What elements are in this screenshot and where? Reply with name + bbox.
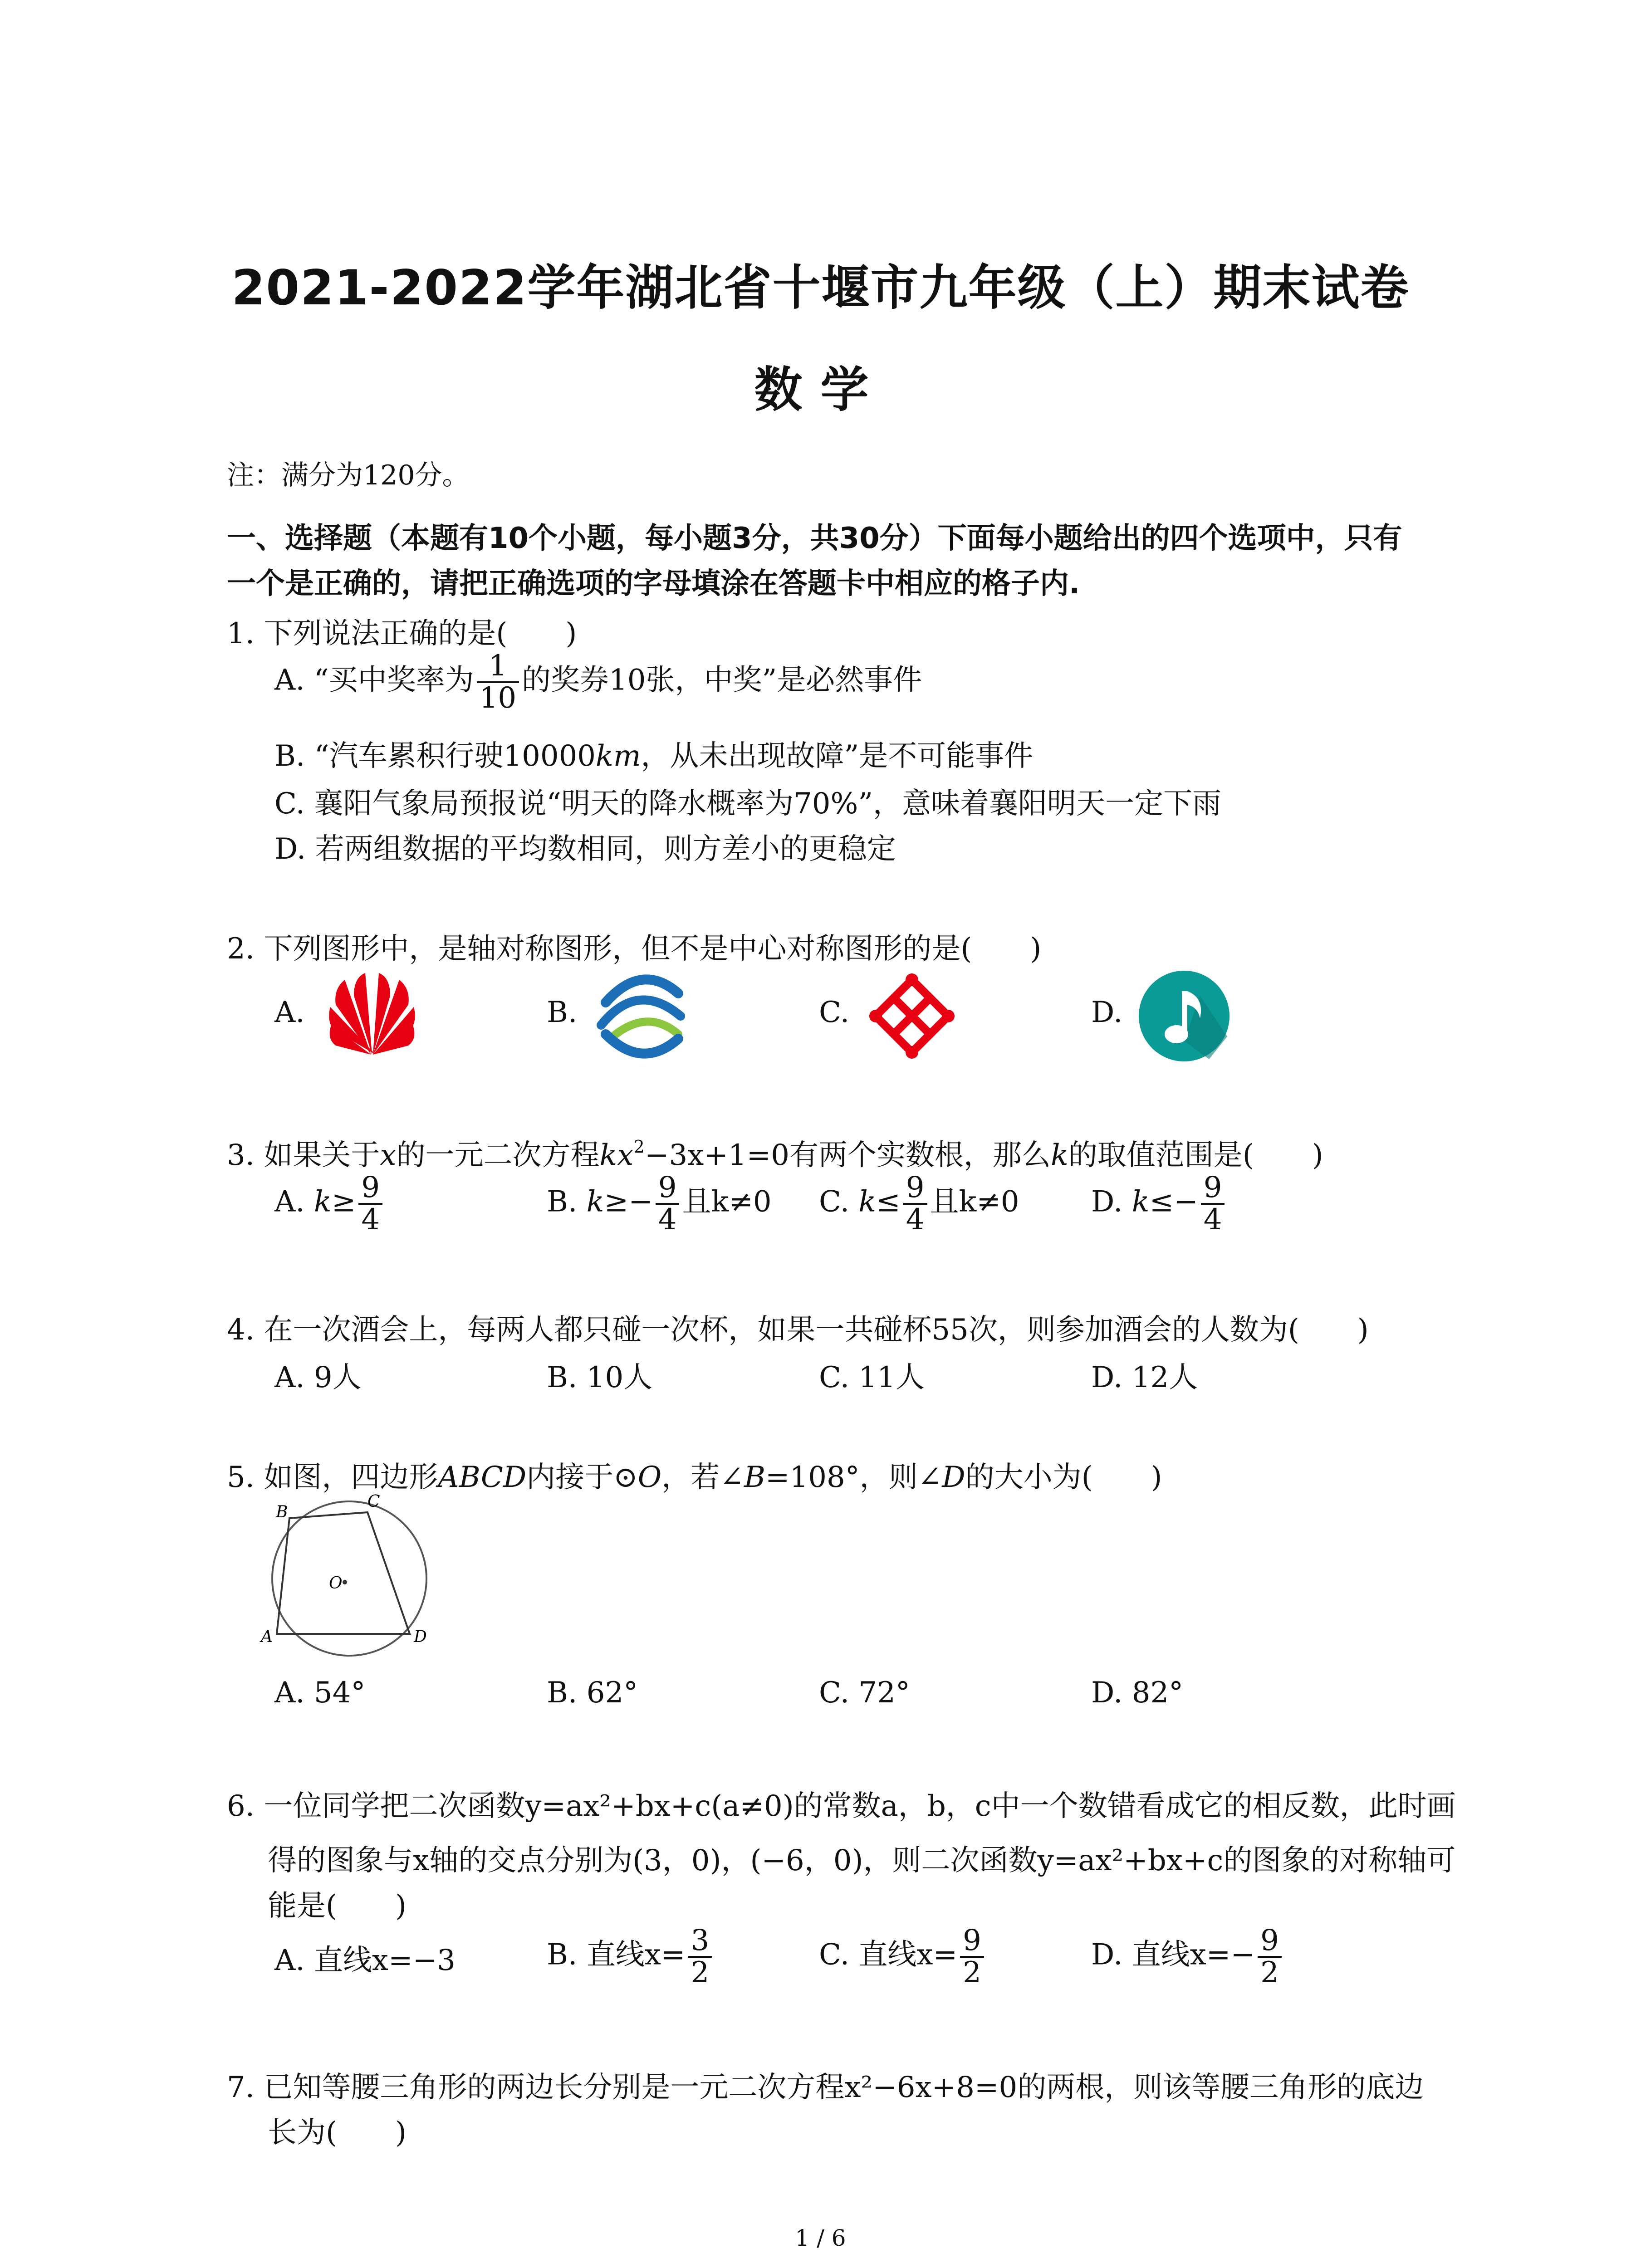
q1-option-c: C. 襄阳气象局预报说“明天的降水概率为70%”，意味着襄阳明天一定下雨 (274, 787, 1222, 821)
q2-stem: 2. 下列图形中，是轴对称图形，但不是中心对称图形的是( ) (227, 932, 1042, 966)
q4-stem: 4. 在一次酒会上，每两人都只碰一次杯，如果一共碰杯55次，则参加酒会的人数为( ) (227, 1313, 1369, 1347)
q6-option-b: B. 直线x= $\frac{3}{2}$ (547, 1926, 715, 1988)
fraction: $\frac{1}{10}$ (477, 651, 519, 714)
q5-stem: 5. 如图，四边形ABCD内接于⊙O，若∠B=108°，则∠D的大小为( ) (227, 1461, 1162, 1494)
label-a: A (261, 1628, 273, 1646)
q6-option-a: A. 直线x=−3 (274, 1944, 456, 1977)
q4-option-d: D. 12人 (1091, 1361, 1198, 1394)
q6-option-c: C. 直线x= $\frac{9}{2}$ (819, 1926, 987, 1988)
q5-option-b: B. 62° (547, 1676, 638, 1710)
q7-stem-line1: 7. 已知等腰三角形的两边长分别是一元二次方程x²−6x+8=0的两根，则该等腰三角形的底边 (227, 2071, 1424, 2104)
china-unicom-logo-icon (862, 971, 962, 1061)
inscribed-quadrilateral-figure (259, 1492, 440, 1665)
q3-option-b: B. k≥− $\frac{9}{4}$ 且k≠0 (547, 1171, 772, 1237)
label-c: C (367, 1492, 380, 1511)
fraction: $\frac{9}{4}$ (656, 1173, 680, 1235)
label-b: B (276, 1503, 288, 1521)
q6-stem-line2: 得的图象与x轴的交点分别为(3，0)，(−6，0)，则二次函数y=ax²+bx+c的图象的对称轴可 (268, 1844, 1456, 1877)
q4-option-c: C. 11人 (819, 1361, 925, 1394)
fraction: $\frac{9}{4}$ (358, 1173, 382, 1235)
section-heading-line2: 一个是正确的，请把正确选项的字母填涂在答题卡中相应的格子内. (227, 567, 1080, 601)
q3-option-c: C. k≤ $\frac{9}{4}$ 且k≠0 (819, 1171, 1019, 1237)
huawei-logo-icon (322, 971, 422, 1061)
score-note: 注：满分为120分。 (227, 459, 470, 491)
label-o: O (329, 1574, 343, 1593)
q7-stem-line2: 长为( ) (268, 2116, 407, 2150)
q3-option-a: A. k≥ $\frac{9}{4}$ (274, 1173, 385, 1235)
page-number: 1 / 6 (795, 2225, 846, 2251)
circle-o (272, 1501, 426, 1656)
q1-stem: 1. 下列说法正确的是( ) (227, 617, 577, 650)
q5-option-c: C. 72° (819, 1676, 910, 1710)
fraction: $\frac{9}{2}$ (960, 1926, 984, 1988)
fraction: $\frac{9}{4}$ (1201, 1173, 1225, 1235)
q1-option-d: D. 若两组数据的平均数相同，则方差小的更稳定 (274, 832, 896, 866)
subject-heading: 数学 (754, 362, 887, 418)
china-mobile-logo-icon (592, 966, 692, 1066)
q2-option-d-label: D. (1091, 996, 1123, 1029)
label-d: D (414, 1628, 427, 1646)
fraction: $\frac{9}{4}$ (903, 1173, 927, 1235)
fraction: $\frac{3}{2}$ (688, 1926, 712, 1988)
center-point (343, 1580, 347, 1584)
q4-option-a: A. 9人 (274, 1361, 362, 1394)
music-note-app-icon (1136, 968, 1232, 1064)
q6-stem-line1: 6. 一位同学把二次函数y=ax²+bx+c(a≠0)的常数a，b，c中一个数错看成它的相反数，此时画 (227, 1789, 1456, 1823)
document-title: 2021-2022学年湖北省十堰市九年级（上）期末试卷 (231, 260, 1410, 316)
q4-option-b: B. 10人 (547, 1361, 653, 1394)
q2-option-b-label: B. (547, 996, 578, 1029)
q1-option-b: B. “汽车累积行驶10000km，从未出现故障”是不可能事件 (274, 739, 1034, 773)
fraction: $\frac{9}{2}$ (1258, 1926, 1282, 1988)
q6-stem-line3: 能是( ) (268, 1889, 407, 1923)
section-heading-line1: 一、选择题（本题有10个小题，每小题3分，共30分）下面每小题给出的四个选项中，只有 (227, 522, 1402, 555)
q6-option-d: D. 直线x=− $\frac{9}{2}$ (1091, 1926, 1284, 1988)
q3-stem: 3. 如果关于x的一元二次方程$kx^2-3x+1=0$有两个实数根，那么k的取值范围是( ) (227, 1137, 1323, 1172)
q2-option-c-label: C. (819, 996, 850, 1029)
q2-option-a-label: A. (274, 996, 305, 1029)
q1-option-a: A. “买中奖率为 $\frac{1}{10}$ 的奖券10张，中奖”是必然事件 (274, 649, 922, 715)
quadrilateral-abcd (277, 1512, 410, 1634)
q3-option-d: D. k≤− $\frac{9}{4}$ (1091, 1173, 1227, 1235)
q5-option-a: A. 54° (274, 1676, 366, 1710)
q5-option-d: D. 82° (1091, 1676, 1184, 1710)
